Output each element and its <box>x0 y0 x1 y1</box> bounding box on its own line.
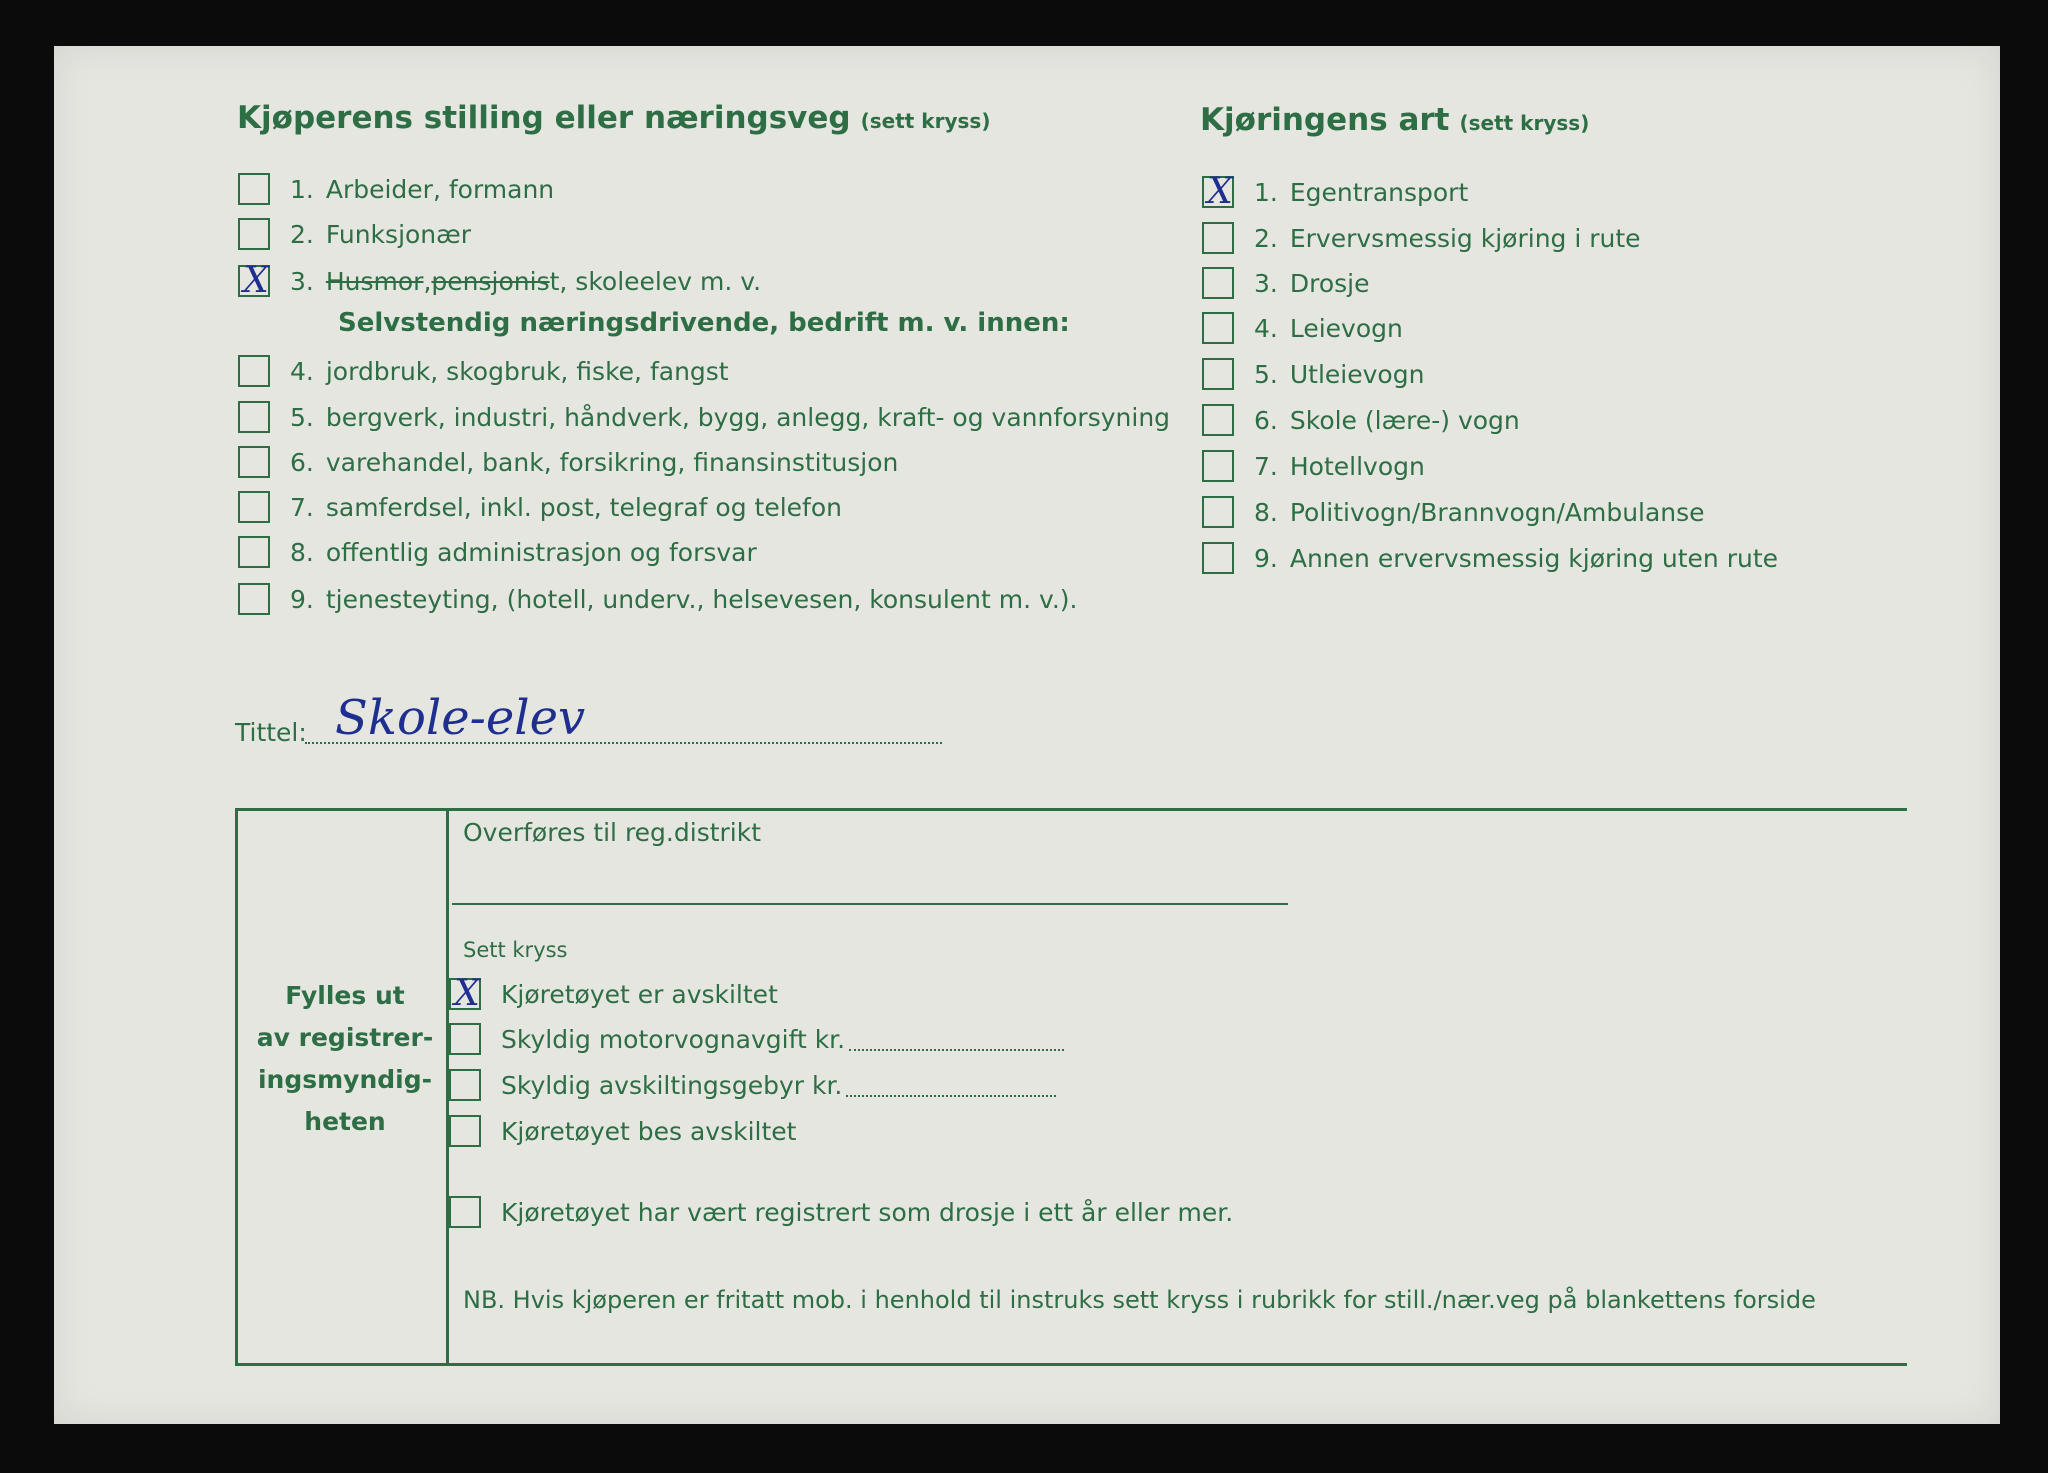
registry-item-deregistered <box>449 975 778 1013</box>
heading-text: Kjøperens stilling eller næringsveg <box>237 100 851 136</box>
item-number: 4. <box>290 356 314 386</box>
checkbox-driving-1[interactable] <box>1202 171 1234 212</box>
checkbox-driving-7[interactable] <box>1202 450 1234 482</box>
occupation-item-1 <box>238 170 554 208</box>
nb-note: NB. Hvis kjøperen er fritatt mob. i henhold til instruks sett kryss i rubrikk for still./nær.veg på blankettens forside <box>463 1286 1816 1314</box>
driving-item-2 <box>1202 219 1641 257</box>
checkbox-driving-5[interactable] <box>1202 358 1234 390</box>
driving-item-1 <box>1202 173 1468 211</box>
checkbox-occupation-9[interactable] <box>238 583 270 615</box>
driving-item-4 <box>1202 309 1403 347</box>
item-number: 9. <box>1254 543 1278 573</box>
heading-note: (sett kryss) <box>1459 111 1590 135</box>
title-field-value[interactable]: Skole-elev <box>335 690 586 746</box>
checkbox-driving-6[interactable] <box>1202 404 1234 436</box>
checkbox-driving-9[interactable] <box>1202 542 1234 574</box>
registry-item-request-deregister <box>449 1112 796 1150</box>
item-label: Utleievogn <box>1289 359 1425 389</box>
check-mark: X <box>454 973 480 1014</box>
checkbox-request-deregister[interactable] <box>449 1115 481 1147</box>
checkbox-driving-3[interactable] <box>1202 267 1234 299</box>
item-number: 2. <box>1254 223 1278 253</box>
driving-item-5 <box>1202 355 1424 393</box>
item-number: 2. <box>290 219 314 249</box>
occupation-item-3 <box>238 262 761 300</box>
item-label: Kjøretøyet bes avskiltet <box>501 1116 797 1146</box>
item-label: Kjøretøyet har vært registrert som drosje i ett år eller mer. <box>501 1197 1234 1227</box>
registry-box-top-border <box>235 808 1907 811</box>
item-label: Politivogn/Brannvogn/Ambulanse <box>1289 497 1705 527</box>
item-label: t, skoleelev m. v. <box>549 266 762 296</box>
check-mark: X <box>243 260 269 301</box>
item-label: Ervervsmessig kjøring i rute <box>1289 223 1641 253</box>
check-mark: X <box>1207 171 1233 212</box>
vehicle-tax-amount-field[interactable] <box>849 1027 1064 1051</box>
item-label: Hotellvogn <box>1289 451 1425 481</box>
item-number: 6. <box>1254 405 1278 435</box>
item-number: 4. <box>1254 313 1278 343</box>
buyer-occupation-heading <box>237 100 990 136</box>
heading-text: Kjøringens art <box>1200 102 1450 138</box>
side-label-line: av registrer- <box>256 1023 434 1052</box>
checkbox-occupation-2[interactable] <box>238 218 270 250</box>
self-employed-subheading: Selvstendig næringsdrivende, bedrift m. v. innen: <box>338 308 1070 338</box>
item-label: Funksjonær <box>325 219 471 249</box>
side-label-line: heten <box>304 1107 386 1136</box>
item-number: 5. <box>1254 359 1278 389</box>
item-label: Kjøretøyet er avskiltet <box>501 979 778 1009</box>
occupation-item-4 <box>238 352 729 390</box>
checkbox-driving-4[interactable] <box>1202 312 1234 344</box>
item-label: varehandel, bank, forsikring, finansinstitusjon <box>325 447 899 477</box>
occupation-item-6 <box>238 443 898 481</box>
item-number: 5. <box>290 402 314 432</box>
item-number: 9. <box>290 584 314 614</box>
checkbox-occupation-3[interactable] <box>238 260 270 301</box>
item-label: jordbruk, skogbruk, fiske, fangst <box>325 356 729 386</box>
checkbox-occupation-4[interactable] <box>238 355 270 387</box>
title-label: Tittel: <box>235 718 307 747</box>
driving-item-6 <box>1202 401 1520 439</box>
item-label: bergverk, industri, håndverk, bygg, anlegg, kraft- og vannforsyning <box>325 402 1171 432</box>
item-label: Drosje <box>1289 268 1370 298</box>
driving-type-heading <box>1200 102 1589 138</box>
item-number: 6. <box>290 447 314 477</box>
checkbox-occupation-5[interactable] <box>238 401 270 433</box>
checkbox-driving-2[interactable] <box>1202 222 1234 254</box>
checkbox-occupation-6[interactable] <box>238 446 270 478</box>
struck-text-1: Husmor <box>325 266 424 296</box>
item-label: Skyldig avskiltingsgebyr kr. <box>501 1070 843 1100</box>
occupation-item-5 <box>238 398 1170 436</box>
registry-side-label <box>245 975 445 1143</box>
side-label-line: ingsmyndig- <box>257 1065 433 1094</box>
registry-box-bottom-border <box>235 1363 1907 1366</box>
item-label: tjenesteyting, (hotell, underv., helsevesen, konsulent m. v.). <box>325 584 1078 614</box>
item-label: samferdsel, inkl. post, telegraf og telefon <box>325 492 842 522</box>
checkbox-occupation-1[interactable] <box>238 173 270 205</box>
checkbox-vehicle-tax[interactable] <box>449 1023 481 1055</box>
item-label: offentlig administrasjon og forsvar <box>325 537 757 567</box>
occupation-item-8 <box>238 533 757 571</box>
registry-box-left-border <box>235 808 238 1366</box>
separator-text: , <box>423 266 432 296</box>
checkbox-driving-8[interactable] <box>1202 496 1234 528</box>
checkbox-taxi-year[interactable] <box>449 1196 481 1228</box>
plate-fee-amount-field[interactable] <box>846 1073 1056 1097</box>
driving-item-8 <box>1202 493 1705 531</box>
check-instruction: Sett kryss <box>463 938 568 962</box>
checkbox-occupation-8[interactable] <box>238 536 270 568</box>
driving-item-7 <box>1202 447 1425 485</box>
checkbox-occupation-7[interactable] <box>238 491 270 523</box>
item-number: 1. <box>1254 177 1278 207</box>
item-number: 7. <box>1254 451 1278 481</box>
item-number: 1. <box>290 174 314 204</box>
registry-item-plate-fee <box>449 1066 1056 1104</box>
item-label: Skole (lære-) vogn <box>1289 405 1520 435</box>
checkbox-deregistered[interactable] <box>449 973 481 1014</box>
driving-item-3 <box>1202 264 1370 302</box>
item-number: 8. <box>1254 497 1278 527</box>
registry-item-taxi-year <box>449 1193 1233 1231</box>
struck-text-2: pensjonis <box>431 266 550 296</box>
item-number: 8. <box>290 537 314 567</box>
item-label: Skyldig motorvognavgift kr. <box>501 1024 846 1054</box>
driving-item-9 <box>1202 539 1778 577</box>
checkbox-plate-fee[interactable] <box>449 1069 481 1101</box>
item-number: 3. <box>290 266 314 296</box>
heading-note: (sett kryss) <box>860 109 991 133</box>
occupation-item-9 <box>238 580 1078 618</box>
occupation-item-2 <box>238 215 471 253</box>
item-label: Arbeider, formann <box>325 174 555 204</box>
item-label: Annen ervervsmessig kjøring uten rute <box>1289 543 1779 573</box>
side-label-line: Fylles ut <box>285 981 405 1010</box>
registry-item-vehicle-tax <box>449 1020 1064 1058</box>
transfer-district-line[interactable] <box>452 903 1288 905</box>
item-number: 3. <box>1254 268 1278 298</box>
occupation-item-7 <box>238 488 842 526</box>
item-number: 7. <box>290 492 314 522</box>
item-label: Leievogn <box>1289 313 1403 343</box>
transfer-district-label: Overføres til reg.distrikt <box>463 818 762 847</box>
item-label: Egentransport <box>1289 177 1469 207</box>
